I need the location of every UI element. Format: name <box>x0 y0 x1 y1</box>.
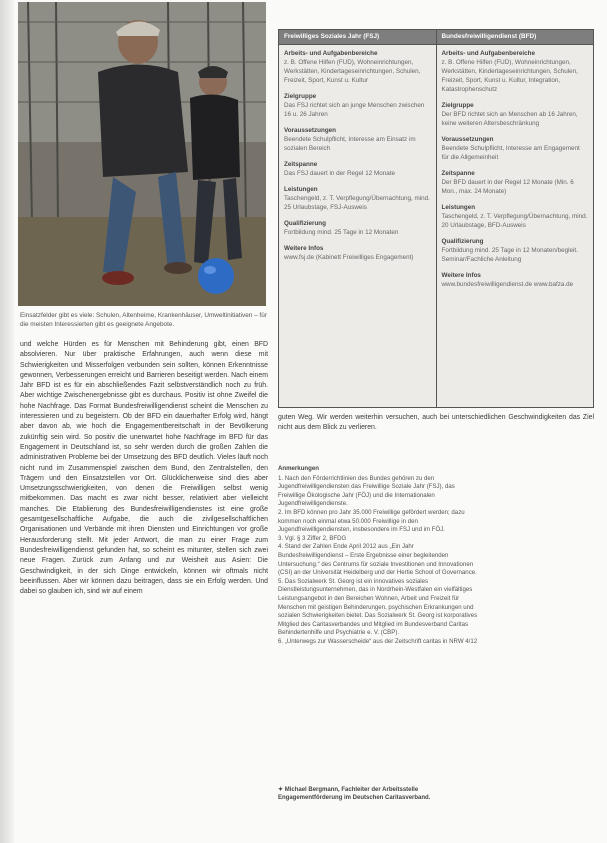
article-body-left <box>20 340 268 597</box>
footnote-item: 5. Das Sozialwerk St. Georg ist ein innovatives soziales Dienstleistungsunternehmen, das in Nordrhein-Westfalen ein vielfältiges Leistungsangebot in den Bereichen Wohnen, Arbeit und Freizeit für Menschen mit geistigen Behinderungen, psychischen Erkrankungen und sozialen Schwierigkeiten bietet. Das Sozialwerk St. Georg ist korporatives Mitglied des Caritasverbandes und Mitglied im Bundesverband Caritas Behindertenhilfe und Psychiatrie e. V. (CBP). <box>278 577 478 637</box>
fsj-section <box>284 185 431 212</box>
comparison-table <box>278 29 594 408</box>
caption-text: Einsatzfelder gibt es viele: Schulen, Altenheime, Krankenhäuser, Umweltinitiativen – für die meisten Interessierten gibt es geeignete Angebote. <box>20 312 267 328</box>
section-text: www.bundesfreiwilligendienst.de www.bafza.de <box>441 281 574 288</box>
section-text: Taschengeld, z. T. Verpflegung/Übernachtung, mind. 25 Urlaubstage, FSJ-Ausweis <box>284 195 430 211</box>
footnotes-title: Anmerkungen <box>278 465 319 472</box>
bfd-section <box>442 49 589 94</box>
header-bfd: Bundesfreiwilligendienst (BFD) <box>436 30 594 44</box>
section-text: z. B. Offene Hilfen (FUD), Wohneinrichtungen, Werkstätten, Kindertageseinrichtungen, Schulen, Freizeit, Sport, Kunst u. Kultur, Integration, Katastrophenschutz <box>441 59 578 93</box>
bfd-section <box>442 271 589 289</box>
section-text: www.fsj.de (Kabinett Freiwilliges Engagement) <box>284 254 414 261</box>
header-fsj: Freiwilliges Soziales Jahr (FSJ) <box>284 33 380 40</box>
section-text: Der BFD dauert in der Regel 12 Monate (Min. 6 Mon., max. 24 Monate) <box>441 179 574 195</box>
section-text: Das FSJ richtet sich an junge Menschen zwischen 16 u. 26 Jahren <box>284 102 425 118</box>
section-title: Qualifizierung <box>284 220 326 227</box>
section-text: Fortbildung mind. 25 Tage in 12 Monaten/begleit. Seminar/Fachliche Anleitung <box>441 247 578 263</box>
section-title: Leistungen <box>284 186 318 193</box>
section-text: Der BFD richtet sich an Menschen ab 16 Jahren, keine weiteren Altersbeschränkung <box>441 111 578 127</box>
bfd-section <box>442 169 589 196</box>
footnotes <box>278 465 478 646</box>
footnote-item: 1. Nach den Förderrichtlinien des Bundes gehören zu den Jugendfreiwilligendiensten das Freiwillige Soziale Jahr (FSJ), das Freiwillige Ökologische Jahr (FÖJ) und die Internationalen Jugendfreiwilligendienste. <box>278 474 455 508</box>
fsj-section <box>284 160 431 178</box>
section-text: z. B. Offene Hilfen (FUD), Wohneinrichtungen, Werkstätten, Kindertageseinrichtungen, Schulen, Freizeit, Sport, Kunst u. Kultur <box>284 59 421 84</box>
fsj-section <box>284 219 431 237</box>
section-title: Voraussetzungen <box>441 136 494 143</box>
fsj-section <box>284 92 431 119</box>
body-paragraph: guten Weg. Wir werden weiterhin versuchen, auch bei unterschiedlichen Geschwindigkeiten das Ziel nicht aus dem Blick zu verlieren. <box>278 414 594 432</box>
section-title: Arbeits- und Aufgabenbereiche <box>284 50 378 57</box>
section-title: Zeitspanne <box>284 161 318 168</box>
section-title: Zielgruppe <box>284 93 317 100</box>
fsj-section <box>284 126 431 153</box>
section-title: Weitere Infos <box>284 245 324 252</box>
section-text: Das FSJ dauert in der Regel 12 Monate <box>284 170 395 177</box>
table-header <box>279 30 593 45</box>
photo-caption <box>20 312 268 329</box>
section-title: Qualifizierung <box>441 238 484 245</box>
bfd-section <box>442 237 589 264</box>
section-title: Weitere Infos <box>441 272 481 279</box>
column-bfd <box>436 45 594 408</box>
bfd-section <box>442 135 589 162</box>
footnote-item: 6. „Unterwegs zur Wasserscheide“ aus der Zeitschrift caritas in NRW 4/12 <box>278 637 478 645</box>
section-title: Leistungen <box>441 204 476 211</box>
fsj-section <box>284 244 431 262</box>
section-title: Arbeits- und Aufgabenbereiche <box>441 50 536 57</box>
footnote-item: 4. Stand der Zahlen Ende April 2012 aus „Ein Jahr Bundesfreiwilligendienst – Erste Ergebnisse einer begleitenden Untersuchung.“ des Centrums für soziale Investitionen und Innovationen (CSI) an der Universität Heidelberg und der Hertie School of Governance. <box>278 543 477 577</box>
bfd-section <box>442 203 589 230</box>
photo-father-son-football <box>18 2 266 306</box>
section-text: Taschengeld, z. T. Verpflegung/Übernachtung, mind. 20 Urlaubstage, BFD-Ausweis <box>441 213 588 229</box>
section-title: Voraussetzungen <box>284 127 337 134</box>
table-columns <box>279 45 593 408</box>
section-text: Fortbildung mind. 25 Tage in 12 Monaten <box>284 229 399 236</box>
section-text: Beendete Schulpflicht, Interesse am Engagement für die Allgemeinheit <box>441 145 580 161</box>
section-text: Beendete Schulpflicht, Interesse am Einsatz im sozialen Bereich <box>284 136 416 152</box>
section-title: Zielgruppe <box>441 102 474 109</box>
fsj-section <box>284 49 431 85</box>
photo-illustration <box>18 2 266 306</box>
article-body-right <box>278 413 594 434</box>
bfd-section <box>442 101 589 128</box>
footnote-item: 2. Im BFD können pro Jahr 35.000 Freiwillige gefördert werden; dazu kommen noch einmal etwa 50.000 Freiwillige in den Jugendfreiwilligendiensten, insbesondere im FSJ und im FÖJ. <box>278 508 465 534</box>
footnote-item: 3. Vgl. § 3 Ziffer 2, BFDG <box>278 534 347 542</box>
column-fsj <box>279 45 436 408</box>
author-credit: ✦ Michael Bergmann, Fachleiter der Arbeitsstelle Engagementförderung im Deutschen Caritasverband. <box>278 787 431 802</box>
body-paragraph: und welche Hürden es für Menschen mit Behinderung gibt, einen BFD absolvieren. Nur über praktische Erfahrungen, auch wenn diese mit Schwierigkeiten und Misserfolgen verbunden sein sollten, können Erkenntnisse gewonnen, Verbesserungen erreicht und Barrieren beseitigt werden. Nach einem Jahr BFD ist es für ein abschließendes Fazit selbstverständlich noch zu früh. Aber wichtige Zwischenergebnisse gibt es durchaus. Positiv ist ohne Zweifel die hohe Nachfrage. Das Format Bundesfreiwilligendienst scheint die Menschen zu interessieren und zu begeistern. Ob der BFD ein dauerhafter Erfolg wird, hängt aber davon ab, wie hoch die Engagementbereitschaft in der Bevölkerung zukünftig sein wird. So positiv die unerwartet hohe Nachfrage im BFD für das Engagement in Deutschland ist, so sehr werden durch die großen Zahlen die administrativen Probleme bei der Umsetzung des BFD deutlich. Vieles läuft noch nicht rund im Zusammenspiel zwischen dem Bund, den Zentralstellen, den Trägern und den Einsatzstellen vor Ort. Glücklicherweise sind dies aber Umsetzungsschwierigkeiten, von denen die Freiwilligen selbst wenig mitbekommen. Das macht es zwar nicht besser, relativiert aber vielleicht manches. Die Etablierung des Bundesfreiwilligendienstes ist eine große gesamtgesellschaftliche Aufgabe, die auch die zivilgesellschaftlichen Organisationen und Verbände mit ihren Diensten und Einrichtungen vor große Herausforderung stellt. Mit jeder Antwort, die man zu einer Frage zum Bundesfreiwilligendienst gefunden hat, so scheint es mitunter, stellen sich zwei neue Fragen. Zurück zum Anfang und zur Weisheit aus Asien: Die Geschwindigkeit, in der sich Dinge entwickeln, können wir oftmals nicht beeinflussen. Aber wir können dazu beitragen, dass sie ein Erfolg werden. Und dabei so glauben ich, sind wir auf einem <box>20 341 268 596</box>
page-fold <box>0 0 14 843</box>
section-title: Zeitspanne <box>441 170 475 177</box>
